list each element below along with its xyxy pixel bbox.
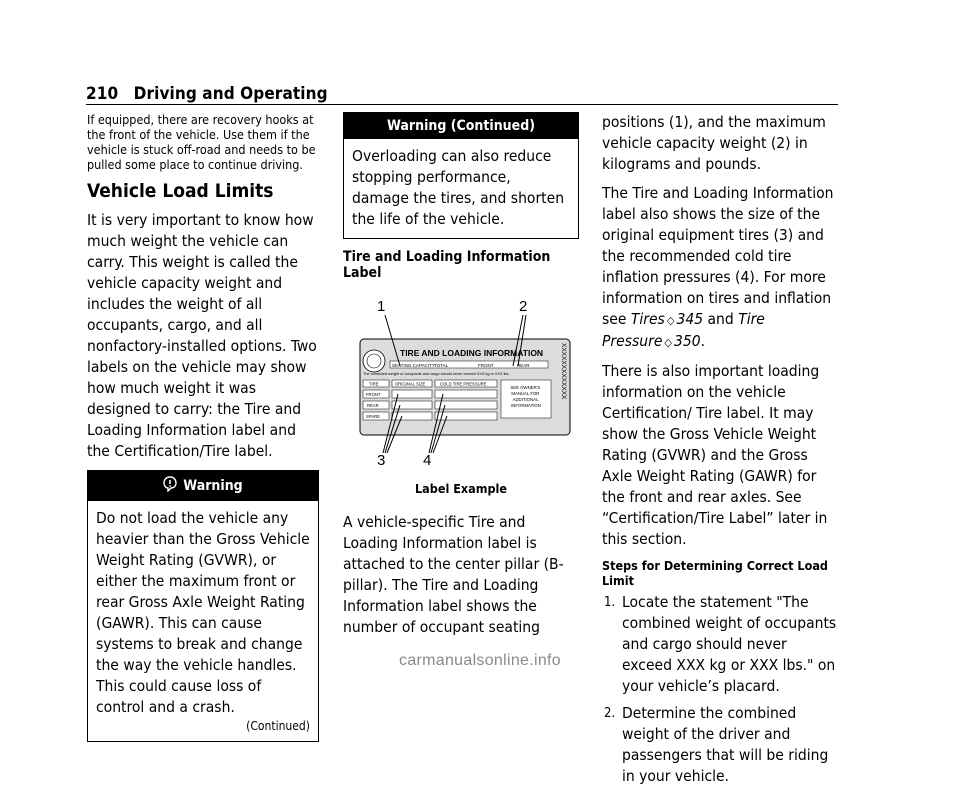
- label-col-original-size: ORIGINAL SIZE: [395, 381, 426, 387]
- warning-icon: [163, 476, 177, 496]
- callout-2: 2: [519, 298, 528, 315]
- period-text: .: [700, 332, 706, 350]
- warning-title: Warning: [183, 478, 243, 494]
- tire-label-figure: [343, 287, 579, 477]
- tire-size-paragraph: [602, 183, 840, 353]
- label-vertical-code: XXXXXXXXXXXXX: [560, 343, 567, 400]
- step-number: 2.: [604, 706, 616, 721]
- continued-label: (Continued): [246, 719, 310, 733]
- steps-list: [602, 592, 840, 787]
- label-combined-weight: The combined weight of occupants and cargo should never exceed XXX kg or XXX lbs.: [363, 372, 510, 376]
- seating-positions-paragraph: positions (1), and the maximum vehicle capacity weight (2) in kilograms and pounds.: [602, 113, 826, 173]
- xref-tire-pressure-link[interactable]: Tire Pressure: [602, 310, 765, 350]
- load-limits-paragraph: It is very important to know how much weight the vehicle can carry. This weight is called the vehicle capacity weight and includes the weight of all occupants, cargo, and all nonfactory-installed options. Two labels on the vehicle may show how much weight it was designed to carry: the Tire and Loading Information label and the Certification/Tire label.: [87, 211, 317, 460]
- warning-continued-header: Warning (Continued): [344, 113, 578, 139]
- label-row-front: FRONT: [366, 392, 381, 397]
- warning-text: Do not load the vehicle any heavier than the Gross Vehicle Weight Rating (GVWR), or either the maximum front or rear Gross Axle Weight Rating (GAWR). This can cause systems to break and change the way the vehicle handles. This could cause loss of control and a crash.: [96, 509, 310, 716]
- label-rear: REAR: [517, 363, 530, 368]
- list-item: [602, 592, 840, 697]
- header-rule: [86, 104, 838, 105]
- tire-size-text: The Tire and Loading Information label also shows the size of the original equipment tires (3) and the recommended cold tire inflation pressures (4). For more information on tires and inflation see: [602, 184, 834, 328]
- callout-3: 3: [377, 452, 386, 469]
- step-text: Locate the statement "The combined weight of occupants and cargo should never exceed XXX kg or XXX lbs." on your vehicle’s placard.: [622, 593, 837, 695]
- section-title: Driving and Operating: [133, 84, 328, 104]
- label-row-spare: SPARE: [366, 414, 380, 419]
- callout-1: 1: [377, 298, 386, 315]
- xref-tire-pressure-page[interactable]: 350: [674, 332, 701, 350]
- xref-arrow-icon: ◇: [664, 336, 673, 349]
- and-text: and: [703, 310, 739, 328]
- label-seal-icon: [363, 350, 385, 372]
- xref-arrow-icon: ◇: [666, 314, 675, 327]
- tire-label-subheading: Tire and Loading Information Label: [343, 249, 551, 281]
- label-location-paragraph: A vehicle-specific Tire and Loading Information label is attached to the center pillar (B-pillar). The Tire and Loading Information label shows the number of occupant seating: [343, 513, 564, 636]
- watermark: carmanualsonline.info: [399, 652, 561, 669]
- callout-4: 4: [423, 452, 432, 469]
- label-col-tire: TIRE: [369, 381, 379, 387]
- label-total: TOTAL: [434, 363, 449, 368]
- label-col-cold-pressure: COLD TIRE PRESSURE: [440, 381, 487, 387]
- page-header: [86, 84, 328, 104]
- step-number: 1.: [604, 595, 616, 610]
- certification-paragraph: There is also important loading information on the vehicle Certification/ Tire label. It may show the Gross Vehicle Weight Rating (GVWR) and the Gross Axle Weight Rating (GAWR) for the front and rear axles. See “Certification/Tire Label” later in this section.: [602, 362, 828, 548]
- label-front: FRONT: [478, 363, 494, 368]
- page-number: 210: [86, 84, 119, 104]
- xref-tires-link[interactable]: Tires: [630, 310, 665, 328]
- step-text: Determine the combined weight of the driver and passengers that will be riding in your vehicle.: [622, 704, 829, 785]
- vehicle-load-limits-heading: Vehicle Load Limits: [87, 180, 274, 202]
- column-2: [343, 112, 579, 646]
- warning-continued-text: Overloading can also reduce stopping performance, damage the tires, and shorten the life of the vehicle.: [352, 147, 565, 228]
- label-row-rear: REAR: [367, 403, 379, 408]
- label-title: TIRE AND LOADING INFORMATION: [400, 348, 544, 358]
- warning-header: [88, 471, 318, 501]
- warning-box: [87, 470, 319, 742]
- recovery-hooks-paragraph: If equipped, there are recovery hooks at the front of the vehicle. Use them if the vehicle is stuck off-road and needs to be pulled some place to continue driving.: [87, 112, 316, 172]
- steps-heading: Steps for Determining Correct Load Limit: [602, 558, 828, 588]
- column-3: [602, 112, 840, 793]
- list-item: [602, 703, 840, 787]
- warning-continued-box: [343, 112, 579, 239]
- figure-caption: Label Example: [415, 481, 507, 496]
- xref-tires-page[interactable]: 345: [676, 310, 704, 328]
- label-see-owners: SEE OWNER'S MANUAL FOR ADDITIONAL INFORMATION: [510, 385, 541, 408]
- label-seating-capacity: SEATING CAPACITY: [392, 363, 435, 368]
